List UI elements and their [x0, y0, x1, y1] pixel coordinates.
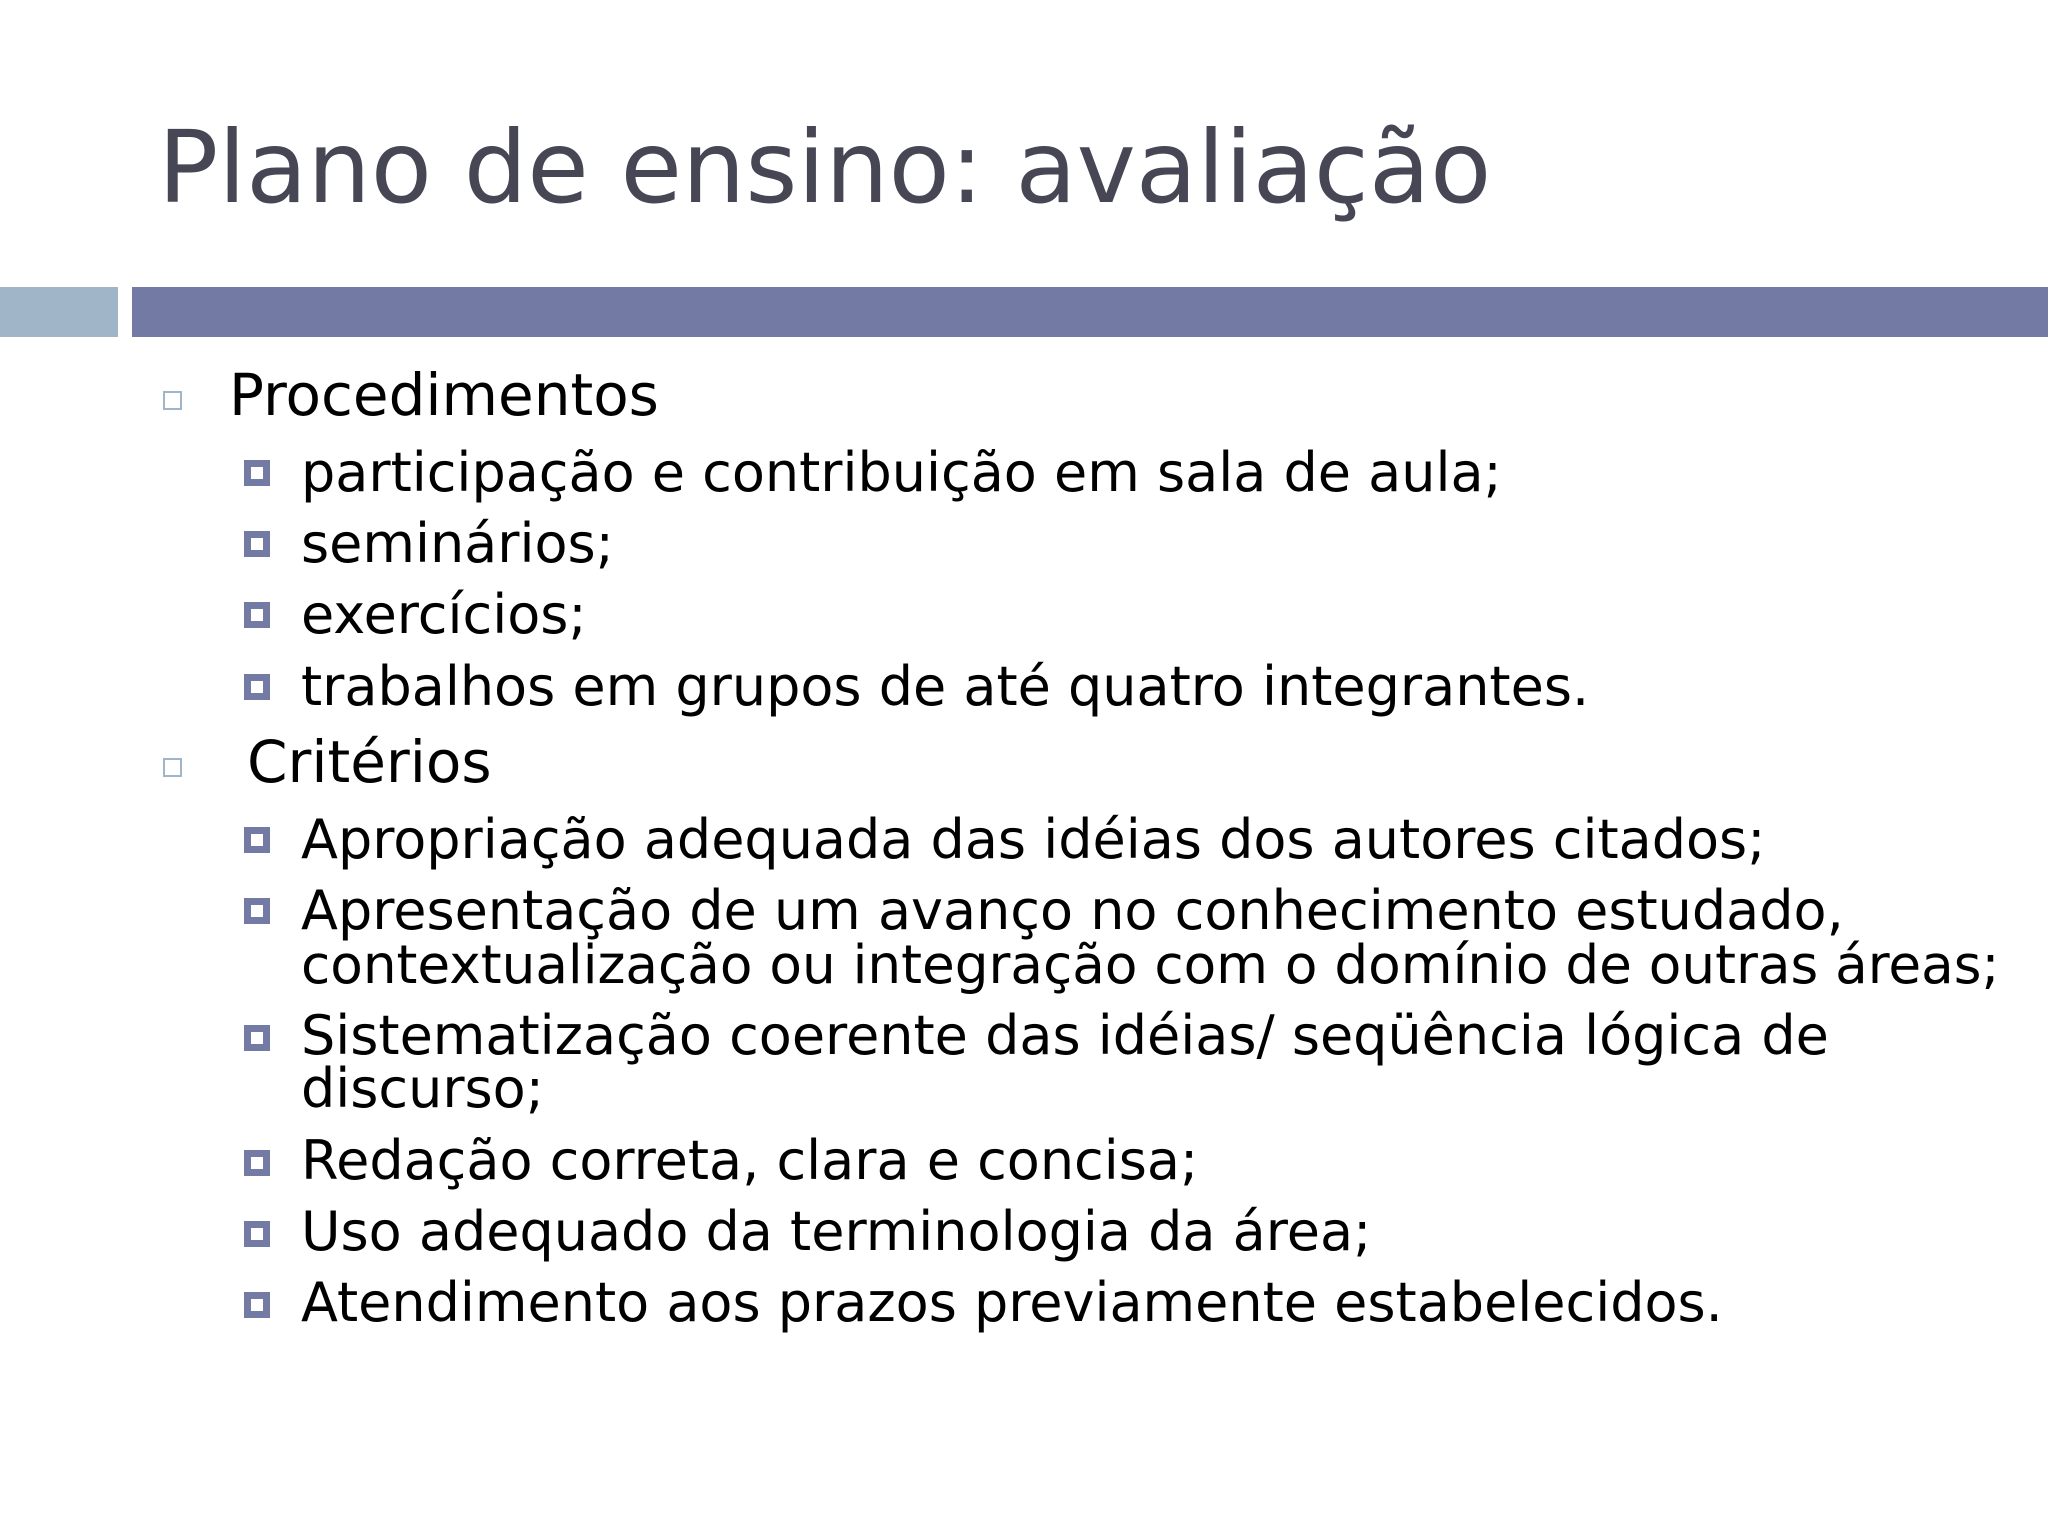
square-bullet-icon: [244, 460, 270, 486]
list-item-text: Atendimento aos prazos previamente estabelecidos.: [301, 1271, 1723, 1334]
square-bullet-icon: [244, 827, 270, 853]
list-item-text: Redação correta, clara e concisa;: [301, 1129, 1199, 1192]
square-bullet-icon: [244, 1150, 270, 1176]
square-outline-bullet-icon: [163, 391, 182, 410]
square-outline-bullet-icon: [163, 758, 182, 777]
list-item-text-continued: discurso;: [301, 1057, 544, 1120]
square-bullet-icon: [244, 1292, 270, 1318]
list-item-text: Apresentação de um avanço no conhecimento estudado,: [301, 879, 1844, 942]
list-item-text: seminários;: [301, 512, 614, 575]
title-divider-bar: [132, 287, 2048, 337]
list-item-text: trabalhos em grupos de até quatro integrantes.: [301, 655, 1590, 718]
square-bullet-icon: [244, 674, 270, 700]
list-item-text-continued: contextualização ou integração com o domínio de outras áreas;: [301, 934, 2000, 996]
title-divider-accent: [0, 287, 118, 337]
square-bullet-icon: [244, 898, 270, 924]
list-item-text: Uso adequado da terminologia da área;: [301, 1200, 1372, 1263]
list-item-text: exercícios;: [301, 583, 587, 646]
square-bullet-icon: [244, 1221, 270, 1247]
square-bullet-icon: [244, 1025, 270, 1051]
square-bullet-icon: [244, 602, 270, 628]
list-item-text: participação e contribuição em sala de aula;: [301, 441, 1502, 504]
slide-title: Plano de ensino: avaliação: [158, 109, 1492, 226]
section-heading: Critérios: [247, 728, 492, 796]
list-item-text: Sistematização coerente das idéias/ seqüência lógica de: [301, 1004, 1829, 1067]
list-item-text: Apropriação adequada das idéias dos autores citados;: [301, 808, 1766, 871]
square-bullet-icon: [244, 531, 270, 557]
section-heading: Procedimentos: [229, 361, 659, 429]
